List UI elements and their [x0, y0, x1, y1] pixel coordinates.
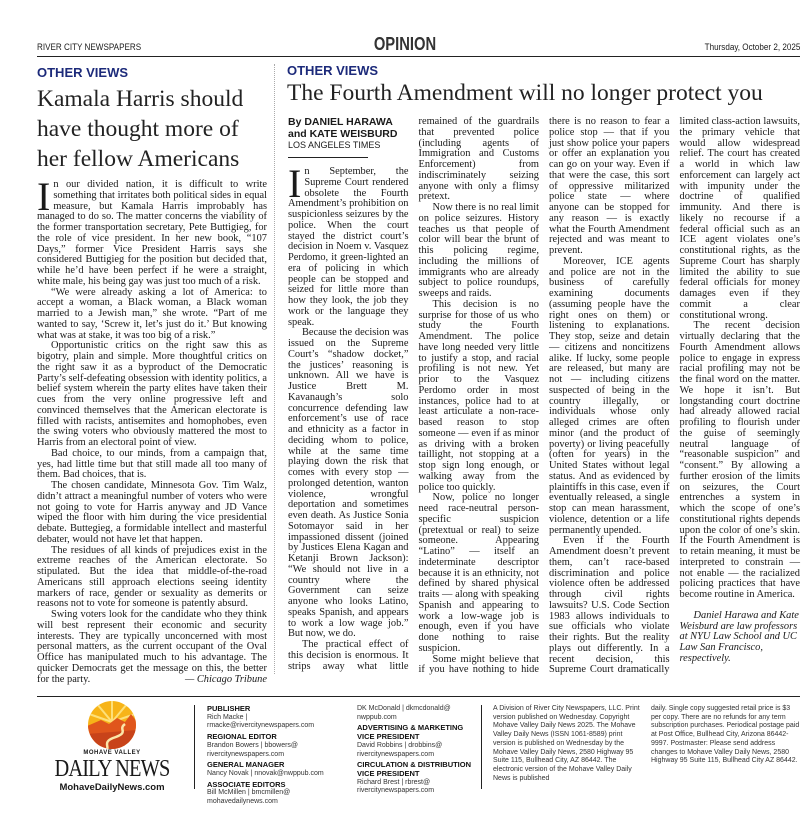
logo-name: DAILY NEWS [54, 756, 170, 782]
paragraph: Moreover, ICE agents and police are not in the business of carefully examining documents (assuming people have the right ones on them) or listening to explanations. They stop, seize and detain — citizens and noncitizens alike. If lucky, some people are released, but many are not — including citizens suspected of being in the country illegally, or individuals whose only alleged crimes are often minor (and the product of poverty) or living peacefully (often for years) in the United States without legal status. And as evidenced by plaintiffs in this case, even if eventually released, a single stop can mean harassment, violence, detention or a life permanently upended. [549, 255, 670, 536]
column-divider [274, 64, 275, 674]
paragraph: The chosen candidate, Minnesota Gov. Tim Walz, didn’t attract a meaningful number of voters who were not going to vote for Harris anyway and JD Vance wiped the floor with him during the vice presidential debate. Buttegieg, a formidable intellect and masterful debater, would not have let that happen. [37, 480, 267, 545]
left-headline: Kamala Harris should have thought more of her fellow Americans [37, 86, 244, 172]
logo-top-text: MOHAVE VALLEY [83, 750, 141, 756]
paragraph: In our divided nation, it is difficult to write something that irritates both political sides in equal measure, but Kamala Harris improbably has managed to do so. The matter concerns the viability of the former transportation secretary, Pete Buttigieg, for the role of vice president. In her new book, “107 Days,” former Vice President Harris says she considered Buttigieg for the position but decided that, while he’d have been perfect if he were a straight, white male, his being gay was just too much of a risk. [37, 174, 267, 287]
byline-source: LOS ANGELES TIMES [288, 140, 409, 158]
drop-cap: I [37, 174, 51, 219]
footer-divider [194, 705, 195, 789]
staff-contact: David Robbins | drobbins@ rivercitynewspapers.com [357, 741, 443, 758]
staff-title: PUBLISHER [207, 704, 251, 713]
header-rule [37, 56, 800, 57]
publisher-name: RIVER CITY NEWSPAPERS [37, 42, 142, 52]
issue-date: Thursday, October 2, 2025 [704, 42, 800, 52]
paragraph: This decision is no surprise for those of us who study the Fourth Amendment. The police have long needed very little to justify a stop, and racial profiling is not new. Yet prior to the Vasquez Perdomo order in most instances, police had to at least articulate a non-race-based reason to stop someone — even if as minor as driving with a broken taillight, not stopping at a stop sign long enough, or walking away from the police too quickly. [418, 298, 539, 493]
footer-divider [481, 705, 482, 789]
paragraph: Now there is no real limit on police seizures. History teaches us that people of color will bear the brunt of this policing regime, including the millions of immigrants who are already subject to police roundups, sweeps and raids. [418, 202, 539, 299]
paragraph: Bad choice, to our minds, from a campaign that, yes, had little time but that still made all too many of them. Bad choices, that is. [37, 447, 267, 481]
author-bio: Daniel Harawa and Kate Weisburd are law professors at NYU Law School and UC Law San Francisco, respectively. [679, 609, 799, 664]
left-kicker: OTHER VIEWS [37, 65, 129, 80]
staff-contact: Richard Brest | rbrest@ rivercitynewspapers.com [357, 778, 435, 795]
paragraph: Now, police no longer need race-neutral person-specific suspicion (pretextual or real) to seize someone. Appearing “Latino” — itself an indeterminate descriptor because it is an ethnicity, not defined by shared physical traits — along with speaking Spanish and appearing to work a low-wage job is enough, even if you have done nothing to raise suspicion. [418, 492, 539, 654]
paragraph: The practical effect of this decision is enormous. It strips away what little remained of the guardrails that prevented police (including agents of Immigration and Customs Enforcement) from indiscriminately seizing anyone with only a flimsy pretext. [288, 116, 539, 672]
paragraph: Swing voters look for the candidate who they think will best represent their economic and security interests. They are typically unconcerned with most personal matters, as the current occupant of the Oval Office has manipulated much to his advantage. The quicker Democrats get the message on this, the better for the party. — Chicago Tribune [37, 609, 267, 685]
paragraph: The residues of all kinds of prejudices exist in the extreme reaches of the American electorate. So stipulated. But the idea that middle-of-the-road Americans still approach elections seeing identity markers of race, gender or sexuality as demerits or reasons not to vote for someone is patently absurd. [37, 544, 267, 610]
paragraph: Because the decision was issued on the Supreme Court’s “shadow docket,” the justices’ reasoning is unknown. All we have is Justice Brett M. Kavanaugh’s solo concurrence defending law enforcement’s use of race and ethnicity as a factor in deciding whom to police, while at the same time playing down the risk that comes with every stop — prolonged detention, wanton violence, wrongful deportation and sometimes even death. As Justice Sonia Sotomayor said in her impassioned dissent (joined by Justices Elena Kagan and Ketanji Brown Jackson): “We should not live in a country where the Government can seize anyone who looks Latino, speaks Spanish, and appears to work a low wage job.” But now, we do. [288, 327, 409, 640]
paragraph: Some might believe that if you have nothing to hide there is no reason to fear a police stop — that if you just show police your papers or offer an explanation you can go on your way. Even if that were the case, this sort of oppressive militarized police state — where anyone can be stopped for any reason — is exactly what the Fourth Amendment rejected and was meant to prevent. [418, 116, 670, 676]
source-credit: — Chicago Tribune [185, 673, 267, 685]
staff-contact: Nancy Novak | nnovak@nwppub.com [207, 769, 324, 777]
sunrise-logo-icon [87, 700, 137, 750]
staff-contact: Brandon Bowers | bbowers@ rivercitynewspapers.com [207, 741, 299, 758]
right-article-body [288, 117, 800, 677]
paragraph: Opportunistic critics on the right saw this as bigotry, plain and simple. More thoughtful critics on the right saw it as a byproduct of the Democratic Party’s self-defeating obsession with identity politics, a belief system wherein the party elites have taken their cues from the very online progressive left and convinced themselves that the American electorate is filled with racists, antisemites and homophobes, even the swing voters who obviously mattered the most to Harris from an electoral point of view. [37, 340, 267, 448]
newspaper-logo [37, 700, 187, 793]
drop-cap: I [288, 161, 302, 206]
staff-title: ASSOCIATE EDITORS [207, 779, 286, 789]
legal-notice-2: daily. Single copy suggested retail price is $3 per copy. There are no refunds for any term subscription purchases. Periodical postage paid at Post Office, Bullhead City, Arizona 86442-9997. Postmaster: Please send address changes to Mohave Valley Daily News, 2580 Highway 95 Suite 115, Bullhead City AZ 86442. [651, 705, 800, 765]
staff-contact: Bill McMillen | bmcmillen@ mohavedailynews.com [207, 789, 291, 806]
staff-contact: DK McDonald | dkmcdonald@ nwppub.com [357, 705, 451, 721]
left-article-body [37, 174, 267, 685]
footer-rule [37, 696, 800, 697]
staff-title: GENERAL MANAGER [207, 760, 285, 770]
staff-title: REGIONAL EDITOR [207, 732, 277, 742]
paragraph: Even if the Fourth Amendment doesn’t prevent them, can’t race-based discrimination and police violence often be addressed through civil rights lawsuits? U.S. Code Section 1983 allows individuals to sue officials who violate their rights. But the reality plays out differently. In a recent decision, this Supreme Court dramatically limited class-action lawsuits, the primary vehicle that would allow widespread relief. The court has created a world in which law enforcement can largely act with impunity under the doctrine of qualified immunity. And there is likely no recourse if a federal official such as an ICE agent violates one’s constitutional rights, as the Supreme Court has sharply limited the ability to sue federal officials for money damages even if they commit a clear constitutional wrong. [549, 116, 800, 676]
byline: By DANIEL HARAWA and KATE WEISBURD [288, 116, 398, 140]
staff-title: CIRCULATION & DISTRIBUTION VICE PRESIDENT [357, 760, 472, 778]
staff-list-1 [207, 705, 352, 807]
paragraph: In September, the Supreme Court rendered obsolete the Fourth Amendment’s prohibition on suspicionless seizures by the police. When the court stayed the district court’s decision in Noem v. Vasquez Perdomo, it green-lighted an era of policing in which people can be stopped and seized for little more than how they look, the job they work or the language they speak. [288, 161, 409, 328]
staff-contact: Rich Macke | rmacke@rivercitynewspapers.com [207, 713, 315, 730]
staff-list-2 [357, 705, 477, 796]
legal-notice-1: A Division of River City Newspapers, LLC. Print version published on Wednesday. Copyright Mohave Valley Daily News 2025. The Mohave Valley Daily News (ISSN 1061-8589) print version is published on Wednesday by the Mohave Valley Daily News, 2580 Highway 95 Suite 115, Bullhead City, AZ 86442. The electronic version of the Mohave Valley Daily News is published [493, 705, 640, 782]
right-headline: The Fourth Amendment will no longer protect you [287, 80, 763, 106]
section-title: OPINION [373, 34, 437, 54]
paragraph: The recent decision virtually declaring that the Fourth Amendment allows police to engage in express racial profiling may not be the final word on the matter. We hope it isn’t. But longstanding court doctrine had already allowed racial profiling to flourish under the guise of seemingly neutral language of “reasonable suspicion” and “consent.” By allowing a further erosion of the limits on seizures, the Court entrenches a system in which the scope of one’s constitutional rights depends upon the color of one’s skin. If the Fourth Amendment is to retain meaning, it must be interpreted to constrain — not enable — the racialized policing practices that have become routine in America. [679, 320, 800, 600]
right-kicker: OTHER VIEWS [287, 63, 379, 78]
website-link[interactable]: MohaveDailyNews.com [59, 782, 165, 793]
staff-title: ADVERTISING & MARKETING VICE PRESIDENT [357, 723, 464, 742]
paragraph: “We were already asking a lot of America: to accept a woman, a Black woman, a Black woman married to a Jewish man,” she wrote. “Part of me wanted to say, ‘Screw it, let’s just do it.’ But knowing what was at stake, it was too big of a risk.” [37, 286, 267, 341]
